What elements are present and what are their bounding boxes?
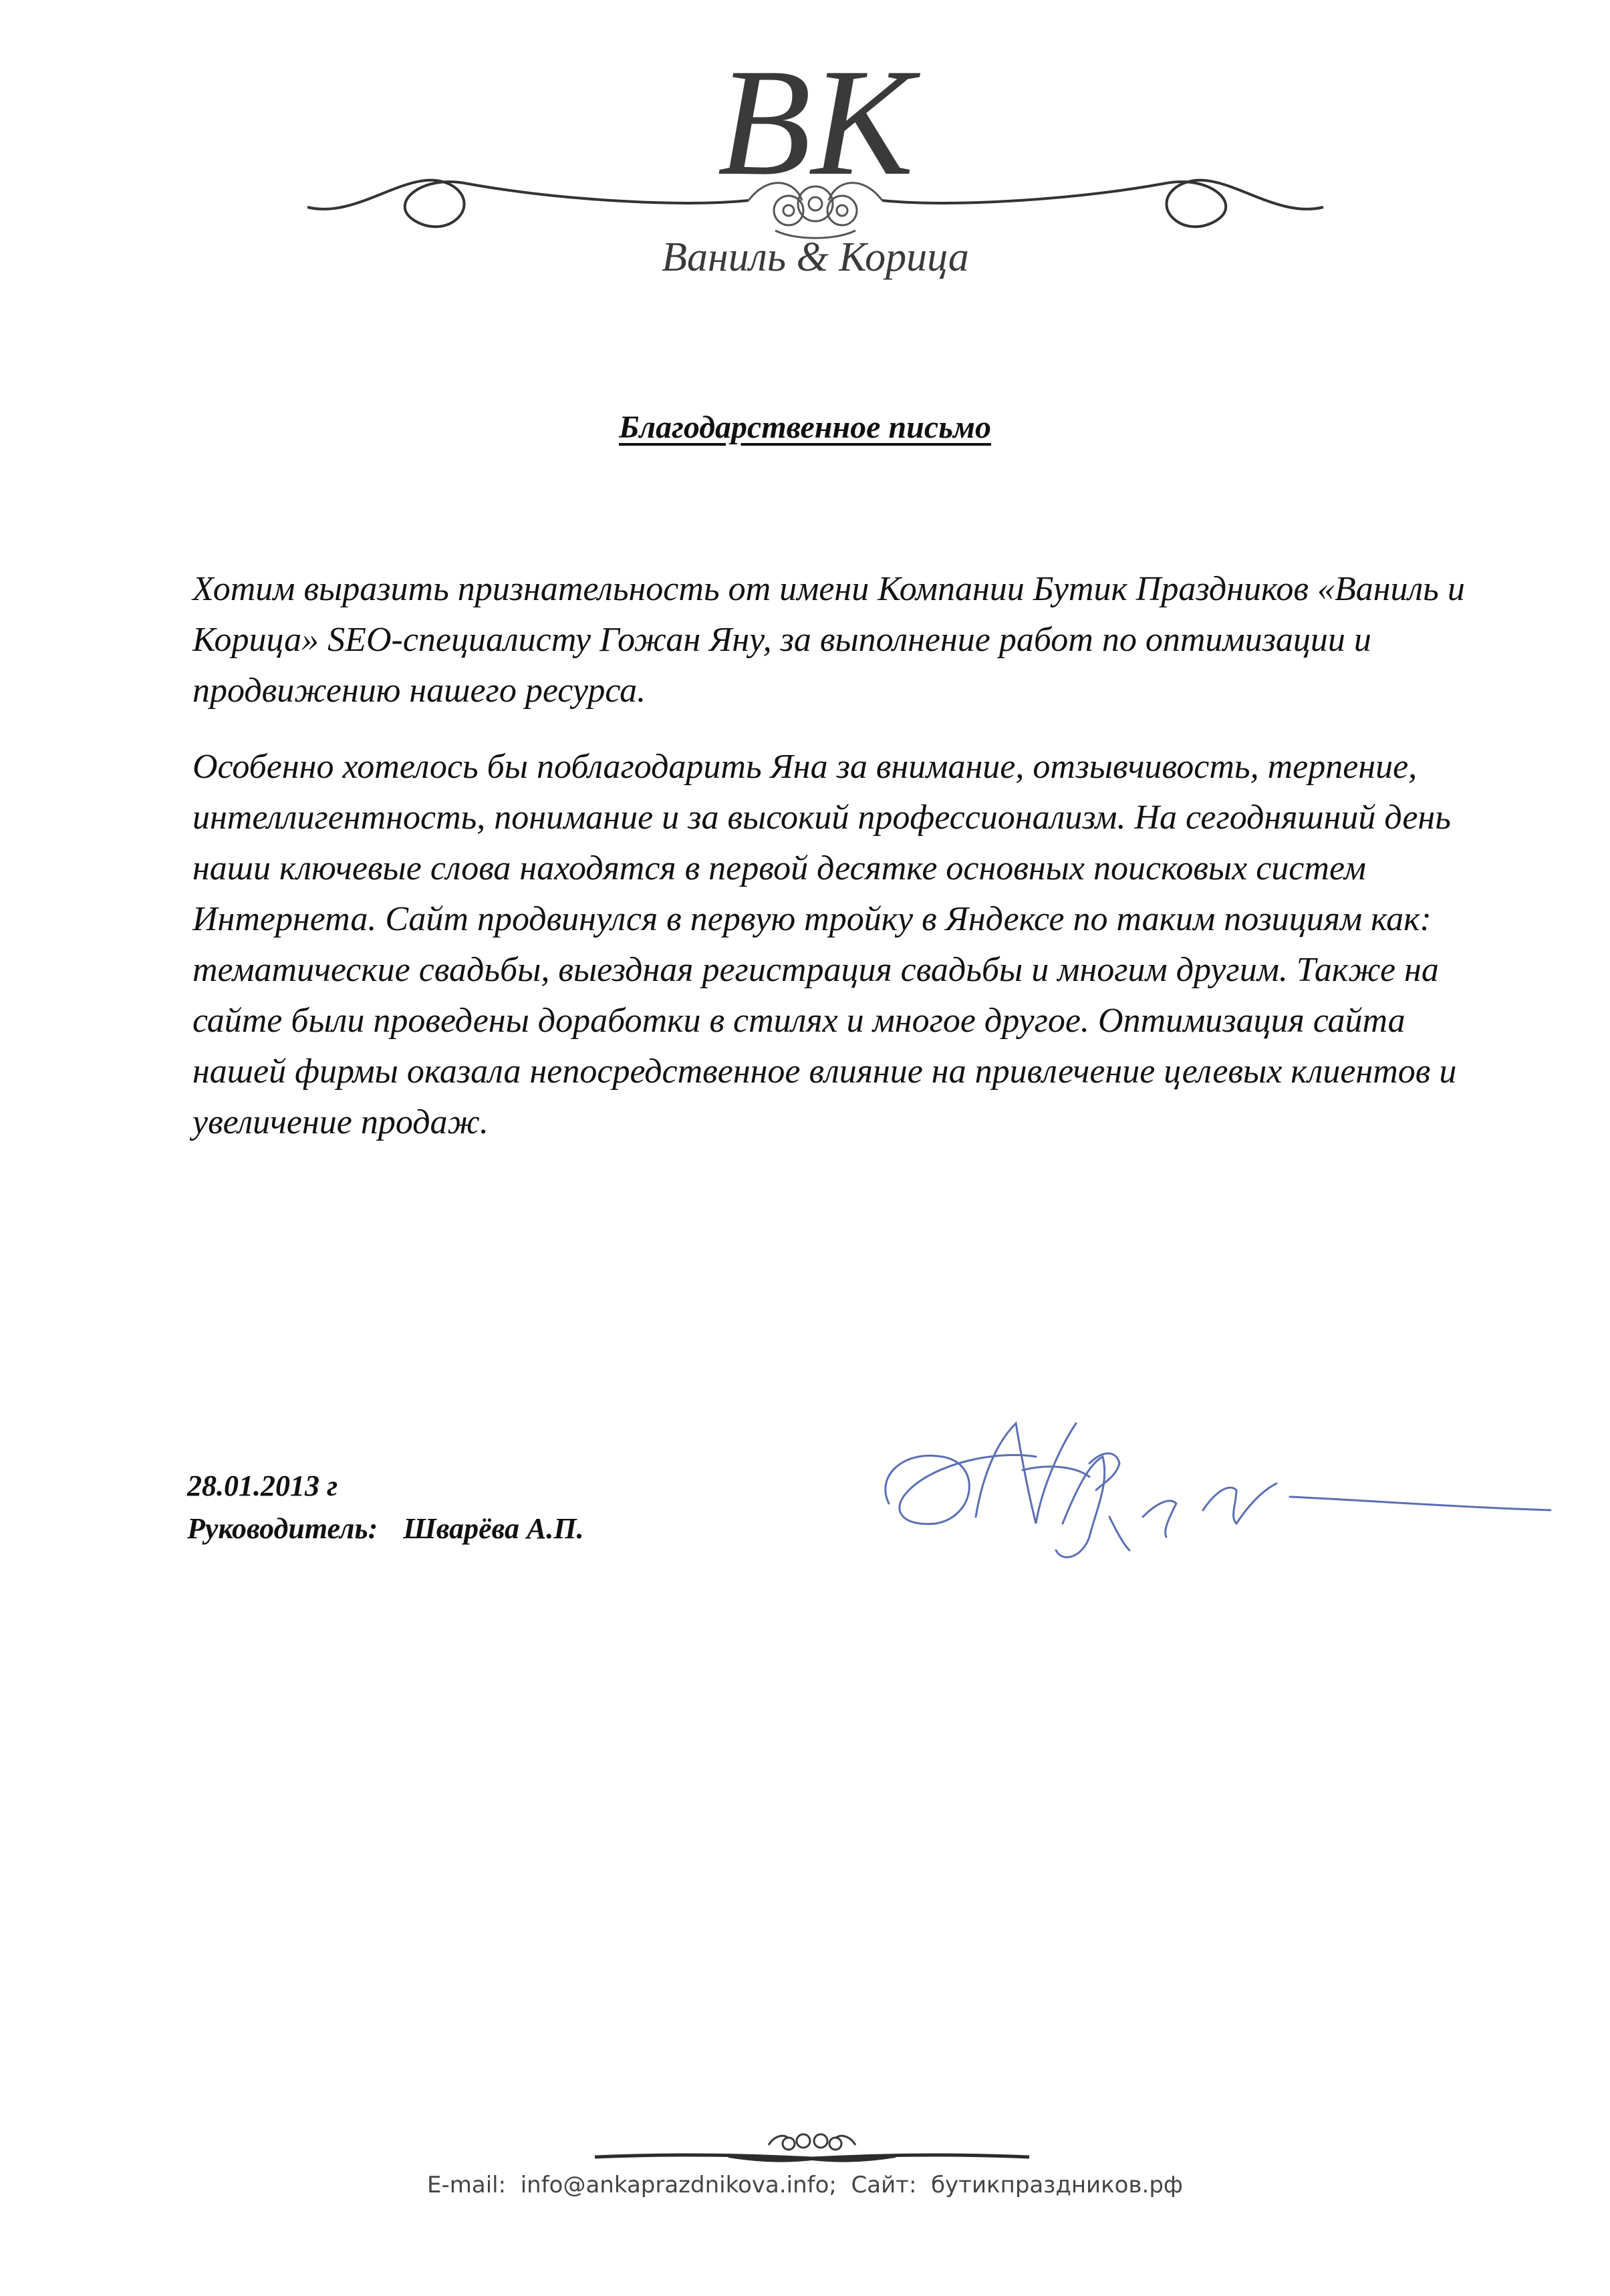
logo-brand-text [1350, 40, 1351, 41]
footer-contacts [0, 2172, 1610, 2198]
email-label: E-mail: [427, 2172, 507, 2198]
logo-monogram: ВК [717, 40, 914, 207]
letter-title: Благодарственное письмо [619, 410, 991, 445]
footer-ornament [588, 2125, 1036, 2178]
letter-paragraph-2: Особенно хотелось бы поблагодарить Яна за внимание, отзывчивость, терпение, интеллигентность, понимание и за высокий профессионализм. На сегодняшний день наши ключевые слова находятся в первой десятке основных поисковых систем Интернета. Сайт продвинулся в первую тройку в Яндексе по таким позициям как: тематические свадьбы, выездная регистрация свадьбы и многим другим. Также на сайте были проведены доработки в стилях и многое другое. Оптимизация сайта нашей фирмы оказала непосредственное влияние на привлечение целевых клиентов и увеличение продаж. [192, 748, 1457, 1141]
letter-date: 28.01.2013 г [187, 1469, 338, 1502]
signer-role: Руководитель: [187, 1512, 378, 1545]
site-label: Сайт: [851, 2172, 917, 2198]
logo-brand-name: Ваниль & Корица [662, 235, 969, 280]
email-address: info@ankaprazdnikova.info; [520, 2172, 837, 2198]
handwritten-signature [862, 1383, 1557, 1584]
signer-block [187, 1512, 584, 1546]
signer-name: Шварёва А.П. [403, 1512, 584, 1545]
logo-monogram-text [1350, 40, 1351, 41]
letter-paragraph-1: Хотим выразить признательность от имени Компании Бутик Праздников «Ваниль и Корица» SEO-специалисту Гожан Яну, за выполнение работ по оптимизации и продвижению нашего ресурса. [192, 570, 1465, 710]
site-address: бутикпраздников.рф [931, 2172, 1183, 2198]
company-logo [281, 40, 1350, 294]
